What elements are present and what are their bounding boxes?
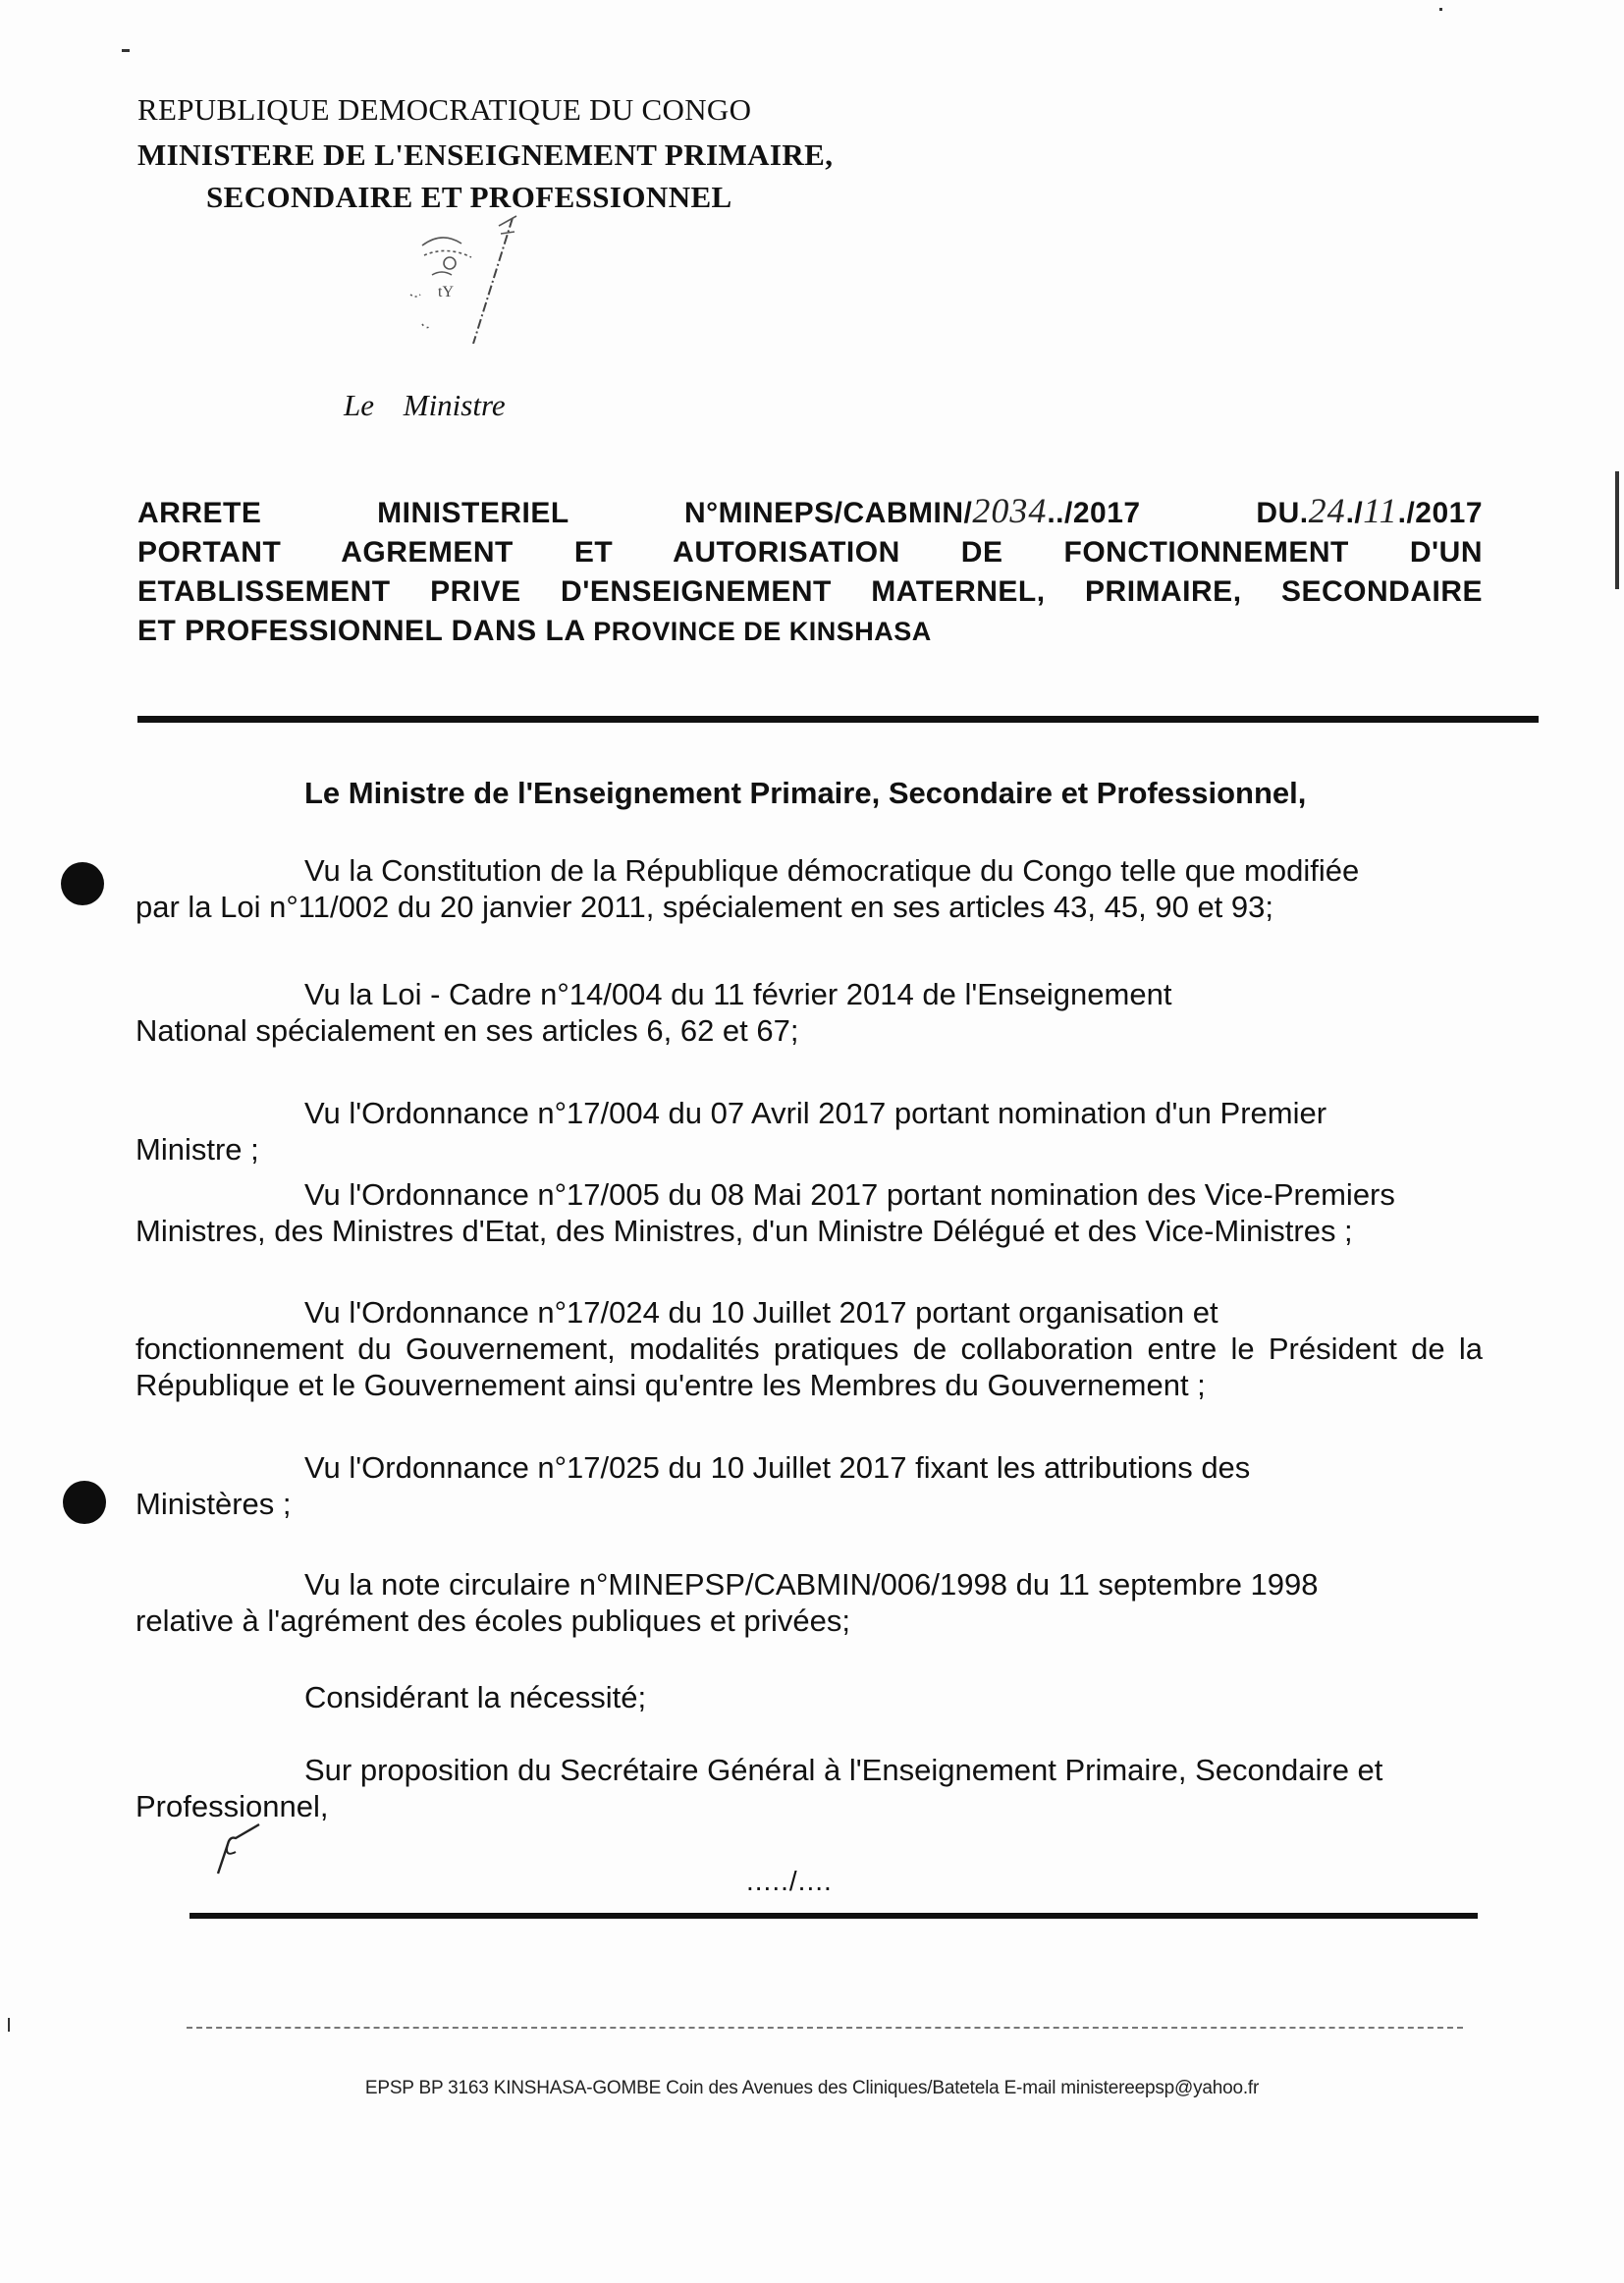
consideration-ordonnance-17-004 [135,1095,1483,1168]
header-country: REPUBLIQUE DEMOCRATIQUE DU CONGO [137,92,752,127]
arrete-title-line4 [137,612,1483,651]
consideration-constitution [135,852,1483,925]
scan-speck [1439,8,1442,11]
consideration-first-line: Vu l'Ordonnance n°17/024 du 10 Juillet 2017 portant organisation et [304,1295,1218,1330]
arrete-title-line2: PORTANT AGREMENT ET AUTORISATION DE FONCTIONNEMENT D'UN [137,536,1483,569]
arrete-month-handwritten: 11 [1363,491,1398,530]
arrete-title-line3: ETABLISSEMENT PRIVE D'ENSEIGNEMENT MATERNEL, PRIMAIRE, SECONDAIRE [137,575,1483,608]
horizontal-rule-bottom [189,1913,1478,1919]
consideration-first-line: Vu l'Ordonnance n°17/025 du 10 Juillet 2017 fixant les attributions des [304,1450,1251,1485]
consideration-rest: fonctionnement du Gouvernement, modalités pratiques de collaboration entre le Président de la République et le Gouvernement ainsi qu'entre les Membres du Gouvernement ; [135,1332,1483,1402]
header-ministry-line2: SECONDAIRE ET PROFESSIONNEL [206,180,732,214]
arrete-title-province: PROVINCE DE KINSHASA [593,617,932,646]
horizontal-rule-top [137,716,1539,723]
arrete-title-line4-bold: ET PROFESSIONNEL DANS LA [137,615,594,647]
consideration-first-line: Considérant la nécessité; [304,1680,647,1714]
consideration-first-line: Vu la Constitution de la République démocratique du Congo telle que modifiée [304,853,1360,888]
consideration-rest: Ministères ; [135,1487,292,1521]
arrete-year: /2017 [1406,497,1484,529]
footer-address: EPSP BP 3163 KINSHASA-GOMBE Coin des Avenues des Cliniques/Batetela E-mail ministereepsp@yahoo.fr [364,2078,1260,2098]
consideration-rest: Ministre ; [135,1132,259,1167]
scan-border-mark [1615,471,1619,589]
scan-border-mark [8,2018,10,2032]
consideration-first-line: Sur proposition du Secrétaire Général à l'Enseignement Primaire, Secondaire et [304,1753,1383,1787]
arrete-title [137,491,1483,651]
consideration-first-line: Vu l'Ordonnance n°17/005 du 08 Mai 2017 portant nomination des Vice-Premiers [304,1177,1395,1212]
footer-dashed-separator [187,2027,1463,2029]
page-continuation: ...../.... [746,1866,833,1896]
consideration-proposition [135,1752,1483,1824]
arrete-number-prefix: ARRETE MINISTERIEL N°MINEPS/CABMIN/ [137,497,973,529]
consideration-rest: par la Loi n°11/002 du 20 janvier 2011, spécialement en ses articles 43, 45, 90 et 93; [135,890,1274,924]
consideration-first-line: Vu la Loi - Cadre n°14/004 du 11 février 2014 de l'Enseignement [304,977,1172,1011]
arrete-number-handwritten: 2034 [972,491,1048,530]
consideration-rest: relative à l'agrément des écoles publiques et privées; [135,1604,850,1638]
arrete-title-line1: ARRETE MINISTERIEL N°MINEPS/CABMIN/2034../2017 DU.24./11./2017 [137,491,1484,530]
punch-hole-mark [61,862,104,905]
handwritten-initial-icon [214,1822,263,1877]
signatory-title: Le Ministre [344,388,506,422]
arrete-day-handwritten: 24 [1308,491,1346,530]
svg-text:tY: tY [438,284,454,300]
consideration-ordonnance-17-025 [135,1449,1483,1522]
consideration-ordonnance-17-024 [135,1294,1483,1403]
header-ministry-line1: MINISTERE DE L'ENSEIGNEMENT PRIMAIRE, [137,137,834,172]
consideration-rest: Professionnel, [135,1789,329,1823]
consideration-ordonnance-17-005 [135,1176,1483,1249]
consideration-note-circulaire [135,1566,1483,1639]
consideration-first-line: Vu la note circulaire n°MINEPSP/CABMIN/006/1998 du 11 septembre 1998 [304,1567,1319,1602]
consideration-loi-cadre [135,976,1483,1049]
punch-hole-mark [63,1481,106,1524]
coat-of-arms-emblem-icon [403,206,540,344]
arrete-year-date-prefix: /2017 DU. [1064,497,1309,529]
consideration-first-line: Vu l'Ordonnance n°17/004 du 07 Avril 2017 portant nomination d'un Premier [304,1096,1327,1130]
consideration-rest: Ministres, des Ministres d'Etat, des Ministres, d'un Ministre Délégué et des Vice-Ministres ; [135,1214,1353,1248]
scan-speck [122,49,130,52]
consideration-rest: National spécialement en ses articles 6, 62 et 67; [135,1013,799,1048]
consideration-necessite [135,1679,1483,1715]
intro-heading: Le Ministre de l'Enseignement Primaire, Secondaire et Professionnel, [304,776,1307,810]
